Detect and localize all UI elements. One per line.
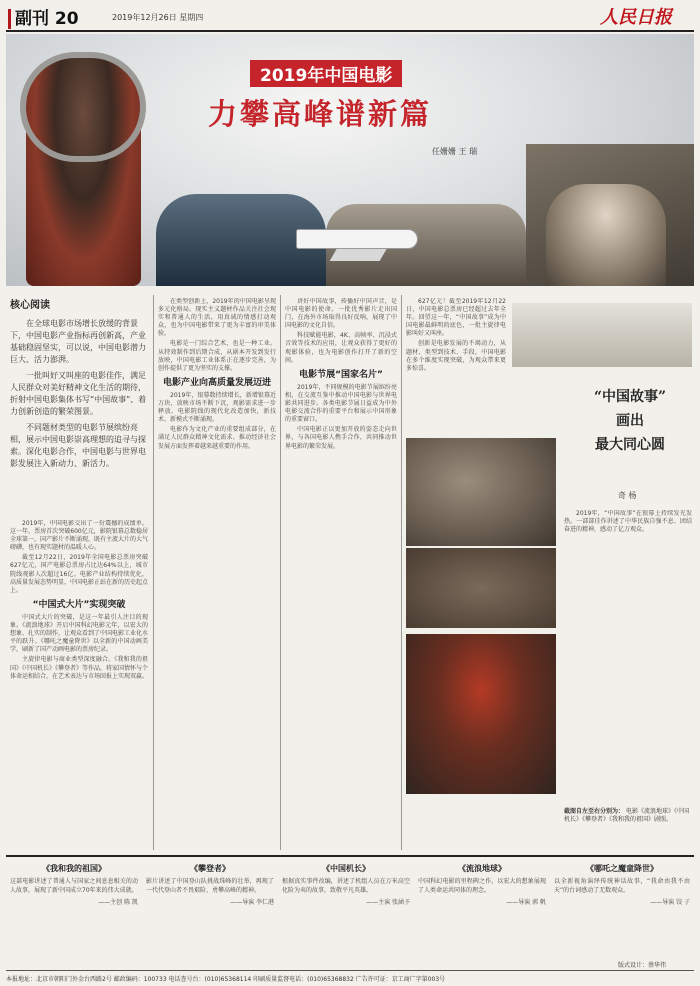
film-box-text: 以全新视角演绎传统神话故事，“我命由我不由天”的台词感动了无数观众。 [554, 878, 690, 894]
film-box-text: 中国科幻电影的里程碑之作，以宏大的想象展现了人类命运共同体的理念。 [418, 878, 546, 894]
paragraph: 科技赋能电影，4K、高帧率、沉浸式音效等技术的应用，让观众获得了更好的观影体验，也为电影创作打开了新的空间。 [285, 332, 397, 364]
paragraph: 在类型创新上，2019年的中国电影呈现多元化格局。现实主义题材作品关注社会现实和普通人的生活，用真诚的情感打动观众，也为中国电影带来了更为丰富的审美体验。 [158, 298, 276, 338]
article-column-4 [406, 298, 506, 434]
article-column-2 [158, 298, 276, 850]
issue-date: 2019年12月26日 星期四 [112, 13, 204, 22]
paragraph: 截至12月22日，2019年全国电影总票房突破627亿元，国产电影总票房占比达64%以上，城市院线观影人次超过16亿。电影产业结构持续优化，高质量发展态势明显，中国电影正站在新的历史起点上。 [10, 554, 148, 594]
paragraph: 2019年，“中国故事”在银幕上持续发光发热。一部部佳作讲述了中华民族自强不息、团结奋进的精神，感动了亿万观众。 [564, 510, 692, 534]
film-box-title: 《中国机长》 [322, 864, 370, 873]
paragraph: 2019年，中国电影交出了一份震撼的成绩单。这一年，票房首次突破600亿元，影院银幕总数稳居全球第一，国产影片不断涌现，既有主流大片的大气磅礴，也有现实题材的温暖人心。 [10, 520, 148, 552]
paragraph: 2019年，不同规模的电影节展缤纷亮相，在交流互鉴中推动中国电影与世界电影共同进步。各类电影节展日益成为中外电影交流合作的重要平台和展示中国形象的重要窗口。 [285, 383, 397, 424]
film-box-title: 《哪吒之魔童降世》 [586, 864, 658, 873]
photo-caption [564, 808, 692, 824]
byline: 任姗姗 王 瑞 [432, 147, 478, 156]
article-column-3 [285, 298, 397, 850]
film-box-signature: ——主创 陈 凯 [98, 899, 138, 907]
film-box [418, 863, 546, 963]
caption-title: 截图自左至右分别为： [564, 808, 625, 815]
quote-author: 奇 杨 [618, 491, 637, 500]
deck-summary [10, 318, 148, 474]
crowd-celebration-photo [406, 548, 556, 628]
director-photo [546, 184, 666, 286]
film-box-text: 影片讲述了中国登山队挑战珠峰的壮举，再现了一代代登山者不畏艰险、勇攀高峰的精神。 [146, 878, 274, 894]
airplane-icon [296, 229, 418, 249]
footer-info: 本报地址：北京市朝阳门外金台西路2号 邮政编码：100733 电话查号台：(010)65368114 印刷质量监督电话：(010)65368832 广告许可证：京工商广字第003号 [6, 970, 694, 983]
film-box-title: 《攀登者》 [190, 864, 230, 873]
deck-paragraph: 在全球电影市场增长放缓的背景下，中国电影产业指标再创新高，产业基础稳固坚实，可以说，中国电影潜力巨大、活力澎湃。 [10, 319, 146, 364]
subheading: 电影产业向高质量发展迈进 [162, 377, 271, 388]
layout-editor: 版式设计：蔡华伟 [618, 962, 667, 969]
paragraph: 中国式大片的突破，是这一年最引人注目的现象。《流浪地球》开启中国科幻电影元年，以宏大的想象、扎实的制作，让观众看到了中国电影工业化水平的跃升。《哪吒之魔童降世》以全新的中国动画美学，刷新了国产动画电影的票房纪录。 [10, 613, 148, 654]
film-box-signature: ——主演 张涵予 [366, 899, 410, 907]
quote-line: 画出 [616, 413, 644, 429]
paragraph: 电影作为文化产业的重要组成部分，在满足人民群众精神文化需求、推动经济社会发展方面发挥着越来越重要的作用。 [158, 426, 276, 450]
deck-paragraph: 不同题材类型的电影节展缤纷亮相，展示中国电影崇高理想的追寻与探索。深化电影合作，中国电影与世界电影发展注入新动力、新活力。 [10, 423, 146, 468]
film-box [554, 863, 690, 963]
paragraph: 电影是一门综合艺术，也是一种工业。从特效制作到后期合成，从剧本开发到发行放映，中国电影工业体系正在逐步完善，为创作提供了更为坚实的支撑。 [158, 340, 276, 372]
page-number: 20 [54, 9, 79, 29]
pull-quote [570, 385, 690, 457]
paragraph: 2019年，银幕数持续增长，新增银幕近万块，放映市场不断下沉，观影需求进一步释放。电影院线的现代化改造加快，新技术、新模式不断涌现。 [158, 391, 276, 424]
deck-heading: 核心阅读 [10, 300, 50, 311]
quote-line: “中国故事” [593, 389, 667, 405]
deck-paragraph: 一批叫好又叫座的电影佳作，满足人民群众对美好精神文化生活的期待，折射中国电影集体书写“中国故事”、着力创新创造的繁荣图景。 [10, 371, 147, 416]
masthead-rule [6, 30, 694, 32]
paragraph: 主旋律电影与商业类型深度融合。《我和我的祖国》《中国机长》《攀登者》等作品，将家国情怀与个体命运相结合，在艺术表达与市场回报上实现双赢。 [10, 656, 148, 680]
paragraph: 讲好中国故事，传播好中国声音，是中国电影的使命。一批优秀影片走出国门，在海外市场取得良好反响，展现了中国电影的文化自信。 [285, 298, 397, 330]
firefighter-photo [406, 634, 556, 794]
banner-main-title: 力攀高峰谱新篇 [208, 97, 433, 131]
column-divider [153, 295, 154, 850]
commentary-column [564, 510, 692, 800]
masthead [0, 0, 700, 32]
film-box [282, 863, 410, 963]
subheading: “中国式大片”实现突破 [32, 599, 126, 610]
film-review-row [6, 855, 694, 967]
quote-line: 最大同心圆 [595, 437, 665, 453]
newspaper-logo: 人民日报 [600, 7, 672, 28]
column-divider [401, 295, 402, 850]
film-box-text: 根据真实事件改编，讲述了机组人员在万米高空化险为夷的故事，致敬平凡英雄。 [282, 878, 410, 894]
paragraph: 中国电影正以更加开放的姿态走向世界，与各国电影人携手合作，共同推动世界电影的繁荣发展。 [285, 426, 397, 450]
helmet-ring [20, 52, 146, 162]
film-box-signature: ——导演 饺 子 [650, 899, 690, 907]
paragraph: 627亿元！截至2019年12月22日，中国电影总票房已经超过去年全年。回望这一年，“中国故事”成为中国电影最鲜明的底色，一批主旋律电影叫好又叫座。 [406, 298, 506, 338]
section-label: 副刊 20 [8, 4, 79, 29]
column-divider [280, 295, 281, 850]
banner-year-title: 2019年中国电影 [250, 60, 402, 87]
film-box-signature: ——导演 李仁港 [230, 899, 274, 907]
film-box [146, 863, 274, 963]
soldiers-photo [512, 303, 692, 367]
film-box-title: 《流浪地球》 [458, 864, 506, 873]
film-box-signature: ——导演 郭 帆 [506, 899, 546, 907]
family-photo [406, 438, 556, 546]
caption-text: 电影《流浪地球》《中国机长》《攀登者》《我和我的祖国》剧照。 [564, 808, 689, 823]
film-box-title: 《我和我的祖国》 [42, 864, 106, 873]
paragraph: 创新是电影发展的不竭动力，从题材、类型到技术、手段，中国电影在多个维度实现突破，为观众带来更多惊喜。 [406, 340, 506, 372]
film-box-text: 这部电影讲述了普通人与国家之间息息相关的动人故事，展现了新中国成立70年来的伟大成就。 [10, 878, 138, 894]
film-box [10, 863, 138, 963]
article-column-1 [10, 520, 148, 850]
subheading: 电影节展“国家名片” [299, 369, 383, 380]
